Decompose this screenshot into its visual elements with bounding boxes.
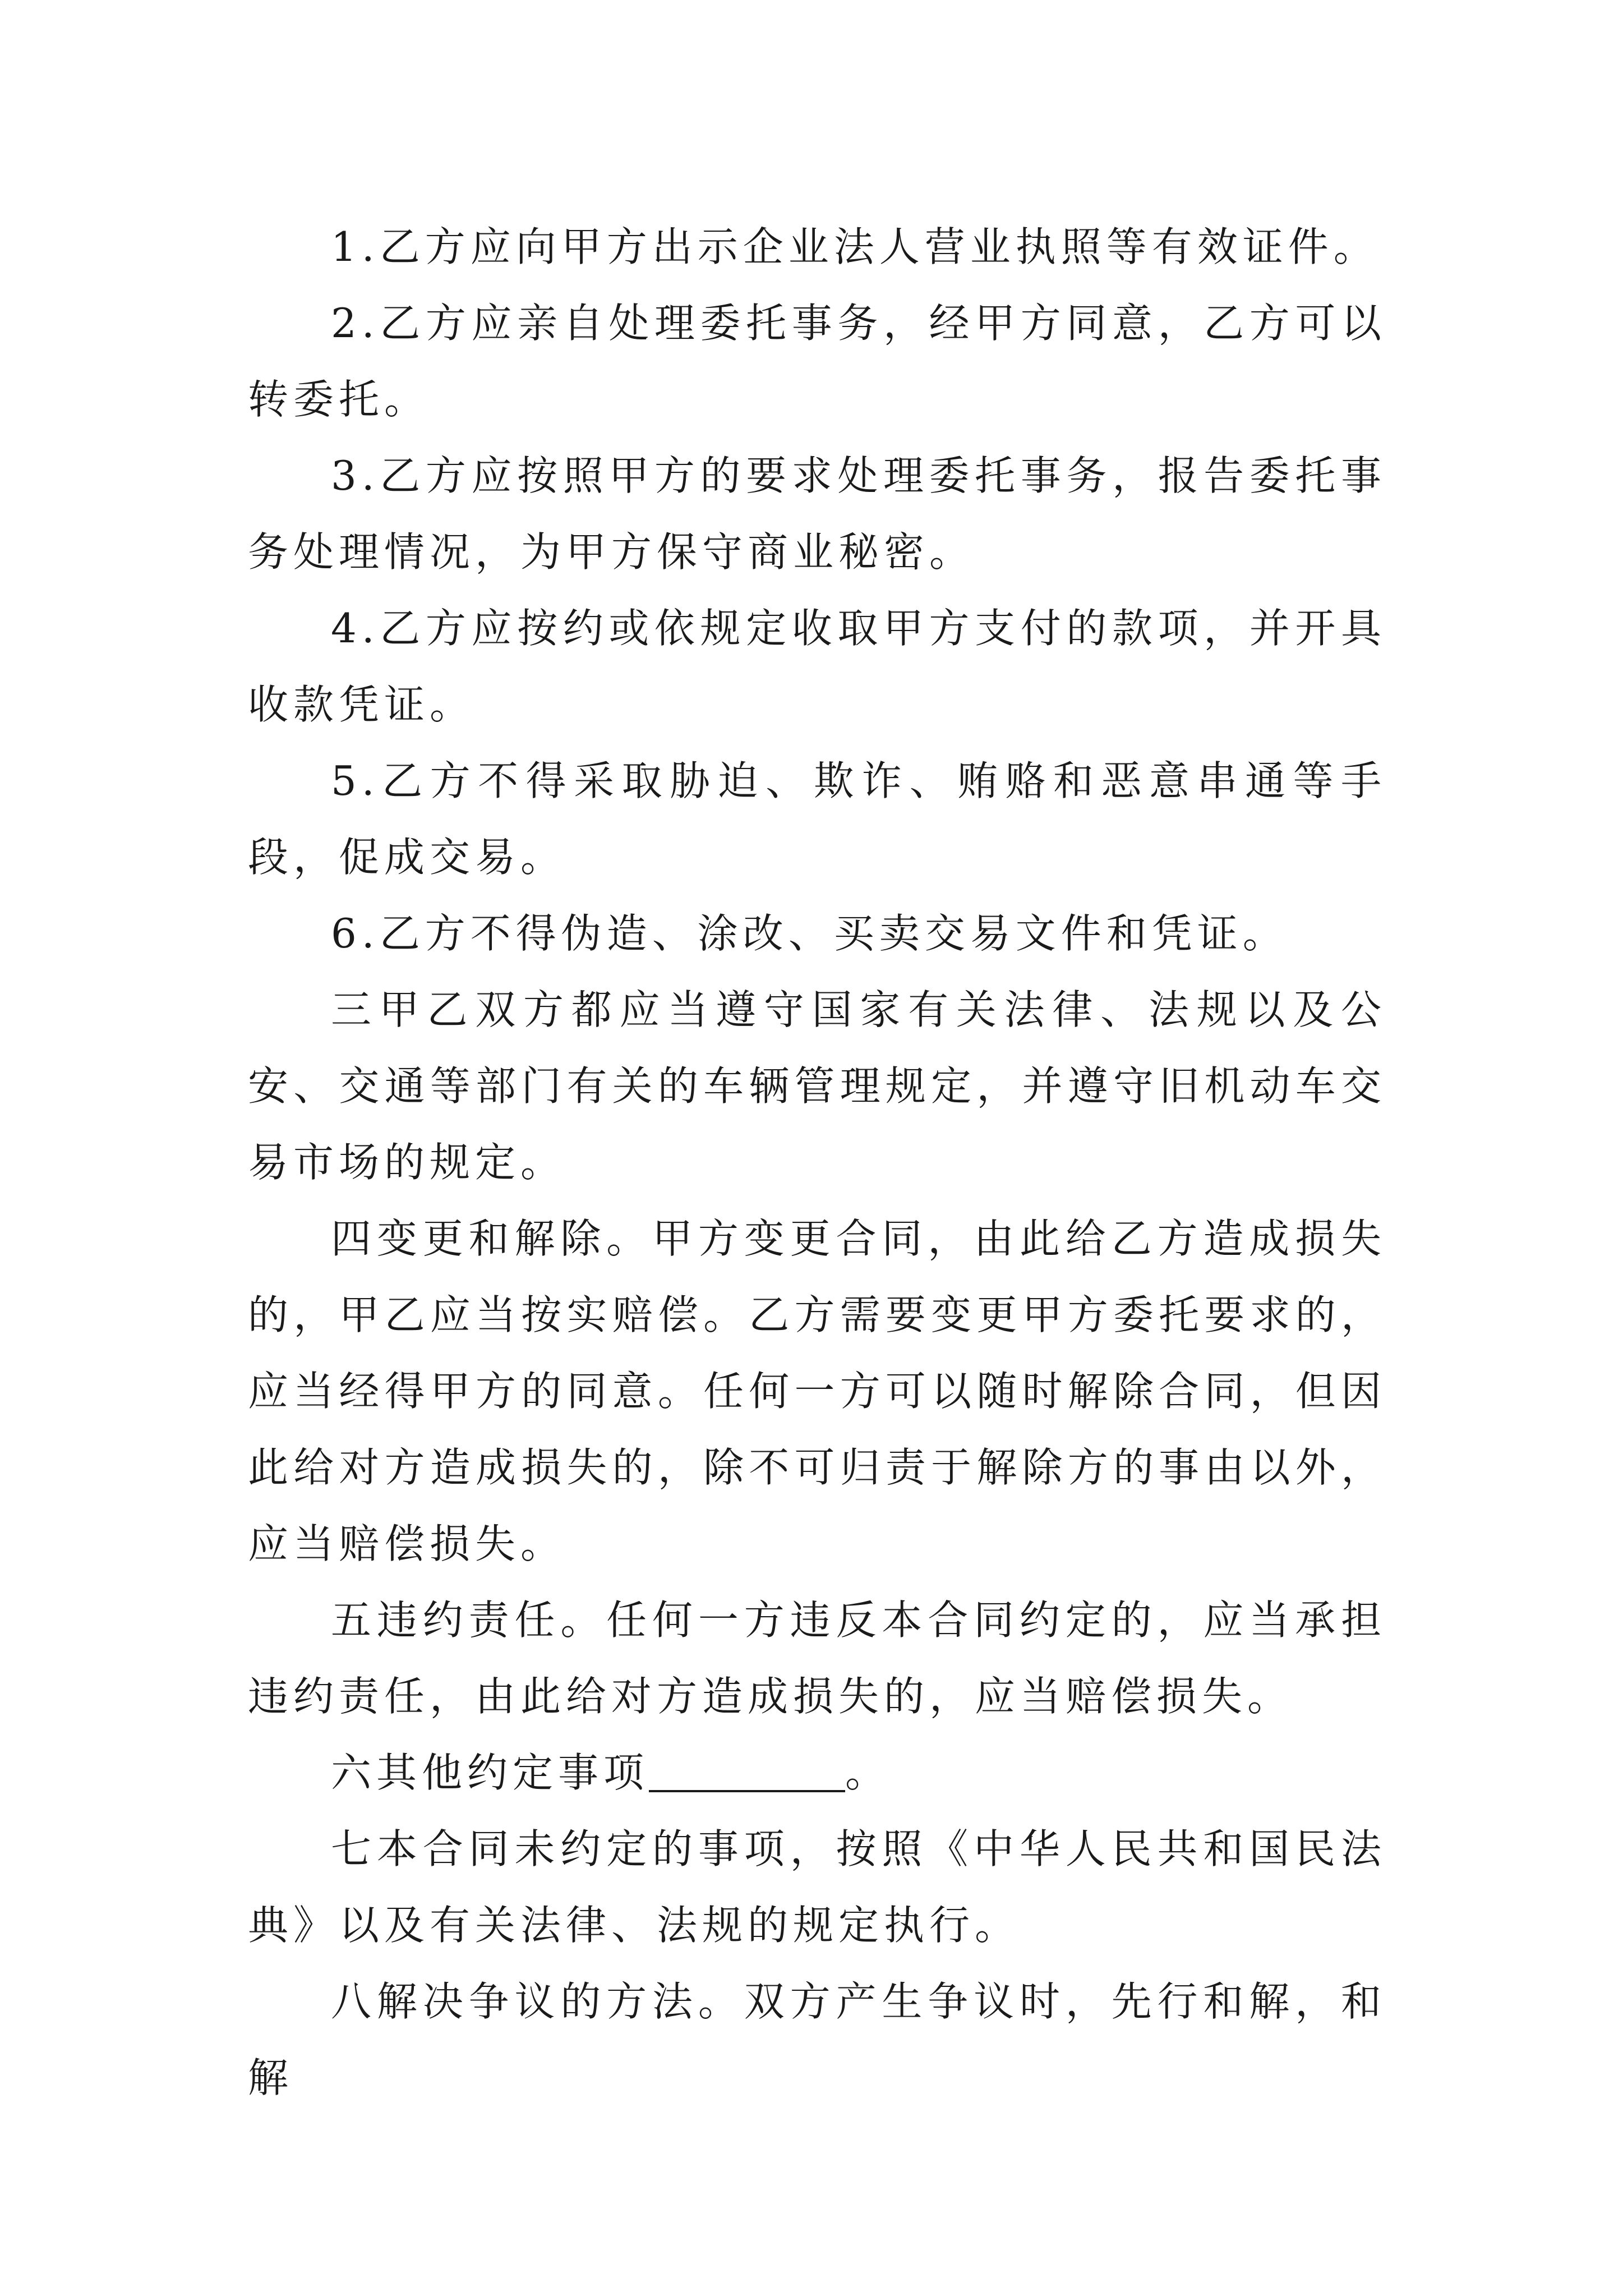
clause-paragraph: 2.乙方应亲自处理委托事务，经甲方同意，乙方可以转委托。 (248, 300, 1386, 423)
clause-paragraph: 四变更和解除。甲方变更合同，由此给乙方造成损失的，甲乙应当按实赔偿。乙方需要变更甲方委托要求的，应当经得甲方的同意。任何一方可以随时解除合同，但因此给对方造成损失的，除不可归责于解除方的事由以外，应当赔偿损失。 (248, 1215, 1386, 1567)
clause-paragraph: 八解决争议的方法。双方产生争议时，先行和解，和解 (248, 1978, 1386, 2101)
fill-in-blank-line (649, 1789, 845, 1792)
clause-paragraph: 4.乙方应按约或依规定收取甲方支付的款项，并开具收款凭证。 (248, 605, 1386, 728)
clause-paragraph: 五违约责任。任何一方违反本合同约定的，应当承担违约责任，由此给对方造成损失的，应当赔偿损失。 (248, 1596, 1386, 1720)
clause-paragraph: 6.乙方不得伪造、涂改、买卖交易文件和凭证。 (331, 910, 1288, 957)
contract-body (248, 209, 1386, 2116)
other-matters-paragraph (248, 1734, 1386, 1811)
clause-paragraph: 3.乙方应按照甲方的要求处理委托事务，报告委托事务处理情况，为甲方保守商业秘密。 (248, 452, 1386, 576)
clause-paragraph: 1.乙方应向甲方出示企业法人营业执照等有效证件。 (331, 223, 1379, 270)
clause-paragraph: 5.乙方不得采取胁迫、欺诈、贿赂和恶意串通等手段，促成交易。 (248, 757, 1386, 881)
other-matters-label: 六其他约定事项 (331, 1749, 649, 1796)
clause-paragraph: 七本合同未约定的事项，按照《中华人民共和国民法典》以及有关法律、法规的规定执行。 (248, 1825, 1386, 1949)
clause-paragraph: 三甲乙双方都应当遵守国家有关法律、法规以及公安、交通等部门有关的车辆管理规定，并遵守旧机动车交易市场的规定。 (248, 986, 1386, 1186)
other-matters-end: 。 (845, 1749, 891, 1796)
